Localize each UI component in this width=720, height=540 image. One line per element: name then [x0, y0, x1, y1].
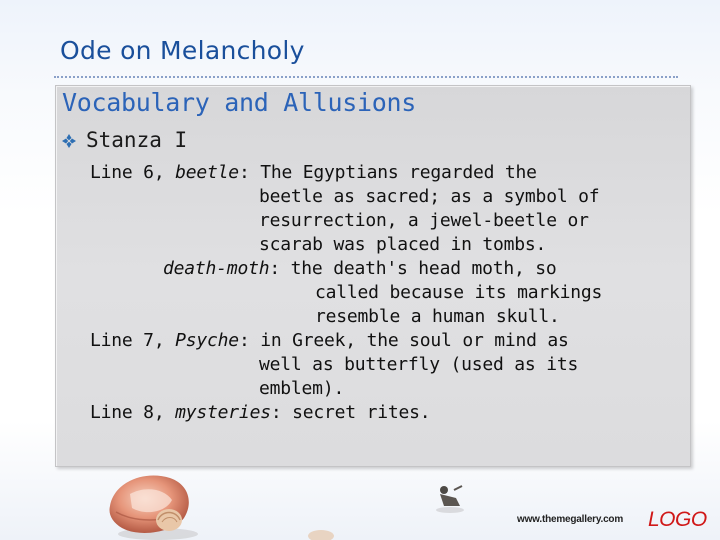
- footer-url: www.themegallery.com: [517, 514, 624, 525]
- definition-line: emblem).: [259, 378, 345, 399]
- slide-title: Ode on Melancholy: [60, 36, 305, 65]
- section-heading: Vocabulary and Allusions: [62, 88, 417, 117]
- bullet-label: Stanza I: [86, 128, 188, 152]
- definition-line: beetle as sacred; as a symbol of: [259, 186, 600, 207]
- definition-line: well as butterfly (used as its: [259, 354, 579, 375]
- definition-line: resemble a human skull.: [315, 306, 560, 327]
- definition-line: called because its markings: [315, 282, 603, 303]
- definition-line: Line 6, beetle: The Egyptians regarded the: [90, 162, 537, 183]
- small-shell-icon: [306, 528, 336, 540]
- logo: LOGO: [648, 508, 707, 531]
- definition-line: scarab was placed in tombs.: [259, 234, 547, 255]
- title-divider: [54, 76, 678, 78]
- diamond-bullet-icon: [61, 133, 77, 149]
- figurine-icon: [430, 476, 470, 516]
- definition-line: resurrection, a jewel-beetle or: [259, 210, 589, 231]
- definition-line: death-moth: the death's head moth, so: [163, 258, 557, 279]
- small-shell-icon: [152, 500, 186, 534]
- definition-line: Line 7, Psyche: in Greek, the soul or mind as: [90, 330, 569, 351]
- definition-line: Line 8, mysteries: secret rites.: [90, 402, 431, 423]
